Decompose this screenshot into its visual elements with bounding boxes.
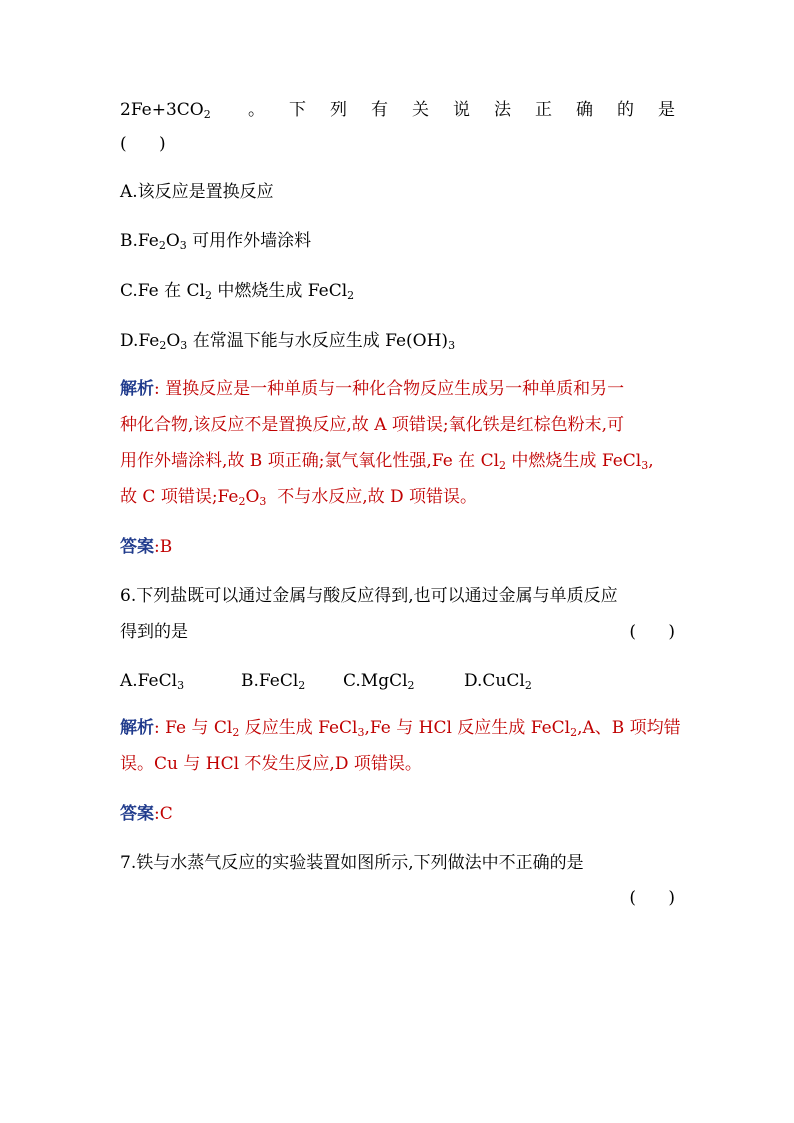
q5-analysis-label: 解析: [120, 379, 154, 399]
q6-answer-value: :C: [154, 804, 173, 824]
q5-char: 正: [535, 100, 552, 120]
q6-analysis-line-1: 解析: Fe 与 $Cl_2$ 反应生成 FeCl$_3$,Fe 与 HCl 反应生成 FeCl$_2$,A、B 项均错: [120, 718, 681, 739]
q6-analysis-line-2: 误。Cu 与 HCl 不发生反应,D 项错误。: [120, 754, 422, 774]
q5-answer-blank: ( ): [120, 134, 166, 154]
q6-options: [120, 667, 675, 695]
q7-answer-blank: ( ): [629, 888, 675, 908]
q5-char: 。: [248, 100, 265, 120]
q7-stem-line-1: 7.铁与水蒸气反应的实验装置如图所示,下列做法中不正确的是: [120, 853, 584, 873]
q6-option-d: D.CuCl$_2$: [464, 671, 532, 692]
q5-char: 的: [617, 100, 634, 120]
q5-char: 说: [453, 100, 470, 120]
q5-char: 法: [494, 100, 511, 120]
q6-stem-line-2: 得到的是 ( ): [120, 618, 675, 646]
q5-option-d: $D.Fe_2O_3$ 在常温下能与水反应生成 $Fe(OH)_3$: [120, 331, 456, 352]
q5-equation: $2Fe+3CO_2$: [120, 100, 211, 121]
q6-stem-line-1: 6.下列盐既可以通过金属与酸反应得到,也可以通过金属与单质反应: [120, 586, 618, 606]
q5-char: 是: [658, 100, 675, 120]
q6-option-a: A.FeCl$_3$: [120, 671, 185, 692]
q6-answer: [120, 800, 675, 828]
q5-analysis-line-2: 种化合物,该反应不是置换反应,故 A 项错误;氧化铁是红棕色粉末,可: [120, 415, 625, 435]
q6-option-c: C.MgCl$_2$: [343, 671, 415, 692]
q5-char: 有: [371, 100, 388, 120]
q5-option-b: $B.Fe_2O_3$ 可用作外墙涂料: [120, 231, 312, 252]
q6-answer-blank: ( ): [629, 622, 675, 642]
q5-char: 确: [576, 100, 593, 120]
q5-answer-value: :B: [154, 537, 173, 557]
q6-analysis-label: 解析: [120, 718, 154, 738]
q6-answer-label: 答案: [120, 804, 154, 824]
q5-option-a: A.该反应是置换反应: [120, 182, 274, 202]
q5-char: 列: [330, 100, 347, 120]
q5-char: 关: [412, 100, 429, 120]
q5-stem-chars: [248, 96, 675, 124]
q5-analysis-line-3: 用作外墙涂料,故 B 项正确;氯气氧化性强,Fe 在 $Cl_2$ 中燃烧生成 FeCl$_3$,: [120, 451, 654, 472]
q5-analysis-line-1: 解析: 置换反应是一种单质与一种化合物反应生成另一种单质和另一: [120, 379, 625, 399]
q6-option-b: B.FeCl$_2$: [241, 671, 306, 692]
q5-analysis-line-4: 故 C 项错误$;Fe_2O_3$ 不与水反应,故 D 项错误。: [120, 487, 478, 508]
q5-answer-label: 答案: [120, 537, 154, 557]
q5-answer: [120, 533, 675, 561]
q5-char: 下: [289, 100, 306, 120]
q7-blank-line: [120, 884, 675, 912]
q5-stem-line: [120, 96, 675, 124]
q5-blank-line: [120, 130, 675, 158]
q5-option-c: C.Fe 在 $Cl_2$ 中燃烧生成 FeCl$_2$: [120, 281, 355, 302]
